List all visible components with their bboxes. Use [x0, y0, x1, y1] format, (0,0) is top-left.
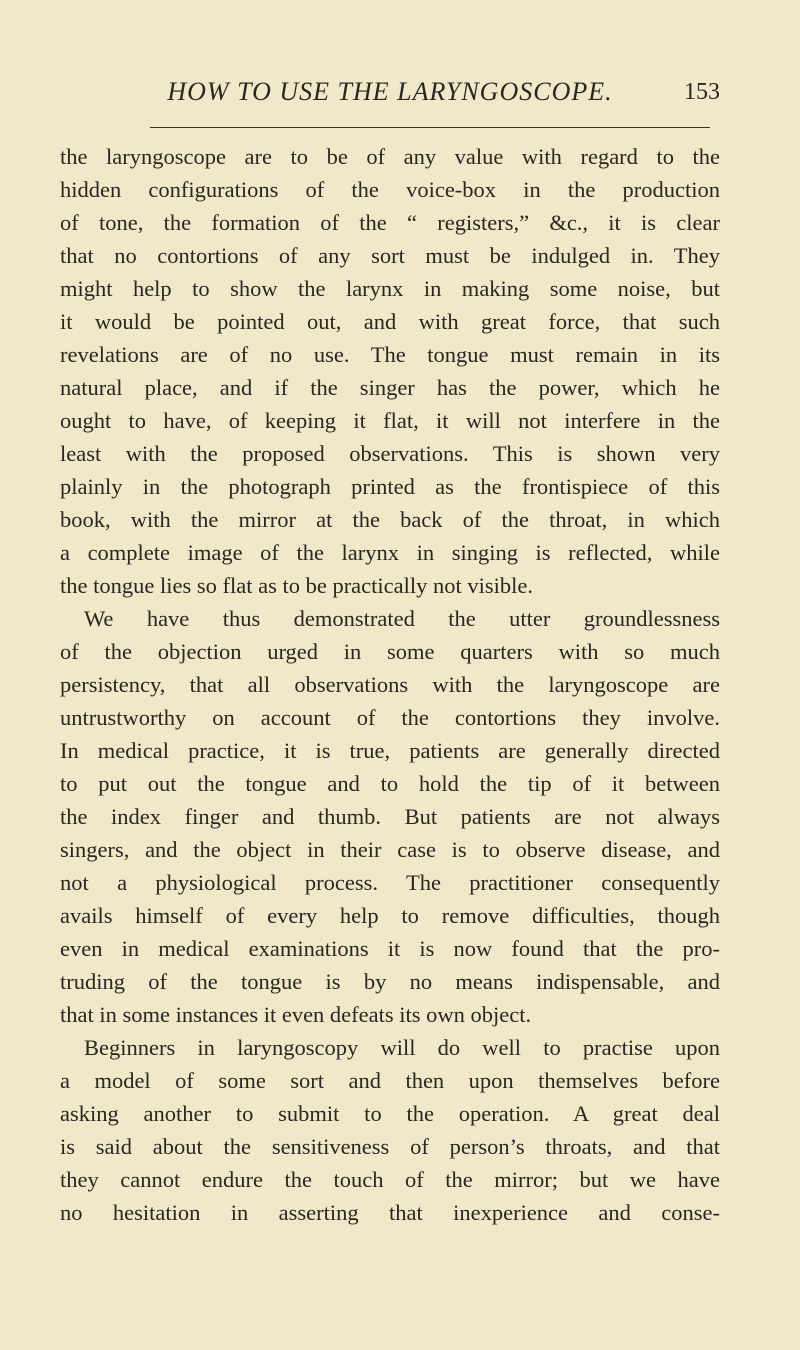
text-line: plainly in the photograph printed as the frontispiece of this — [60, 474, 720, 499]
header-rule — [150, 127, 710, 128]
text-line: no hesitation in asserting that inexperience and conse- — [60, 1200, 720, 1225]
text-line: revelations are of no use. The tongue must remain in its — [60, 342, 720, 367]
text-line: hidden configurations of the voice-box in the production — [60, 177, 720, 202]
text-line: truding of the tongue is by no means indispensable, and — [60, 969, 720, 994]
text-line: persistency, that all observations with the laryngoscope are — [60, 672, 720, 697]
text-line: the laryngoscope are to be of any value with regard to the — [60, 144, 720, 169]
text-line: natural place, and if the singer has the power, which he — [60, 375, 720, 400]
text-line: is said about the sensitiveness of person’s throats, and that — [60, 1134, 720, 1159]
text-line: untrustworthy on account of the contortions they involve. — [60, 705, 720, 730]
text-line: the tongue lies so flat as to be practically not visible. — [60, 573, 534, 598]
text-line: of tone, the formation of the “ registers,” &c., it is clear — [60, 210, 720, 235]
text-line: Beginners in laryngoscopy will do well to practise upon — [84, 1035, 720, 1060]
body-text — [60, 140, 720, 1229]
text-line: they cannot endure the touch of the mirror; but we have — [60, 1167, 720, 1192]
text-line: not a physiological process. The practitioner consequently — [60, 870, 720, 895]
text-line: that no contortions of any sort must be indulged in. They — [60, 243, 720, 268]
text-line: of the objection urged in some quarters with so much — [60, 639, 720, 664]
text-line: might help to show the larynx in making some noise, but — [60, 276, 720, 301]
text-line: least with the proposed observations. This is shown very — [60, 441, 720, 466]
text-line: even in medical examinations it is now found that the pro- — [60, 936, 720, 961]
text-line: it would be pointed out, and with great force, that such — [60, 309, 720, 334]
text-line: avails himself of every help to remove difficulties, though — [60, 903, 720, 928]
text-line: a complete image of the larynx in singing is reflected, while — [60, 540, 720, 565]
text-line: In medical practice, it is true, patients are generally directed — [60, 738, 720, 763]
running-head — [60, 76, 720, 108]
running-title: HOW TO USE THE LARYNGOSCOPE. — [167, 77, 613, 106]
text-line: a model of some sort and then upon themselves before — [60, 1068, 720, 1093]
text-line: asking another to submit to the operation. A great deal — [60, 1101, 720, 1126]
text-line: ought to have, of keeping it flat, it will not interfere in the — [60, 408, 720, 433]
text-line: We have thus demonstrated the utter groundlessness — [84, 606, 720, 631]
page-number: 153 — [684, 79, 720, 105]
text-line: book, with the mirror at the back of the throat, in which — [60, 507, 720, 532]
text-line: to put out the tongue and to hold the tip of it between — [60, 771, 720, 796]
text-line: the index finger and thumb. But patients are not always — [60, 804, 720, 829]
text-line: that in some instances it even defeats its own object. — [60, 1002, 532, 1027]
text-line: singers, and the object in their case is to observe disease, and — [60, 837, 720, 862]
